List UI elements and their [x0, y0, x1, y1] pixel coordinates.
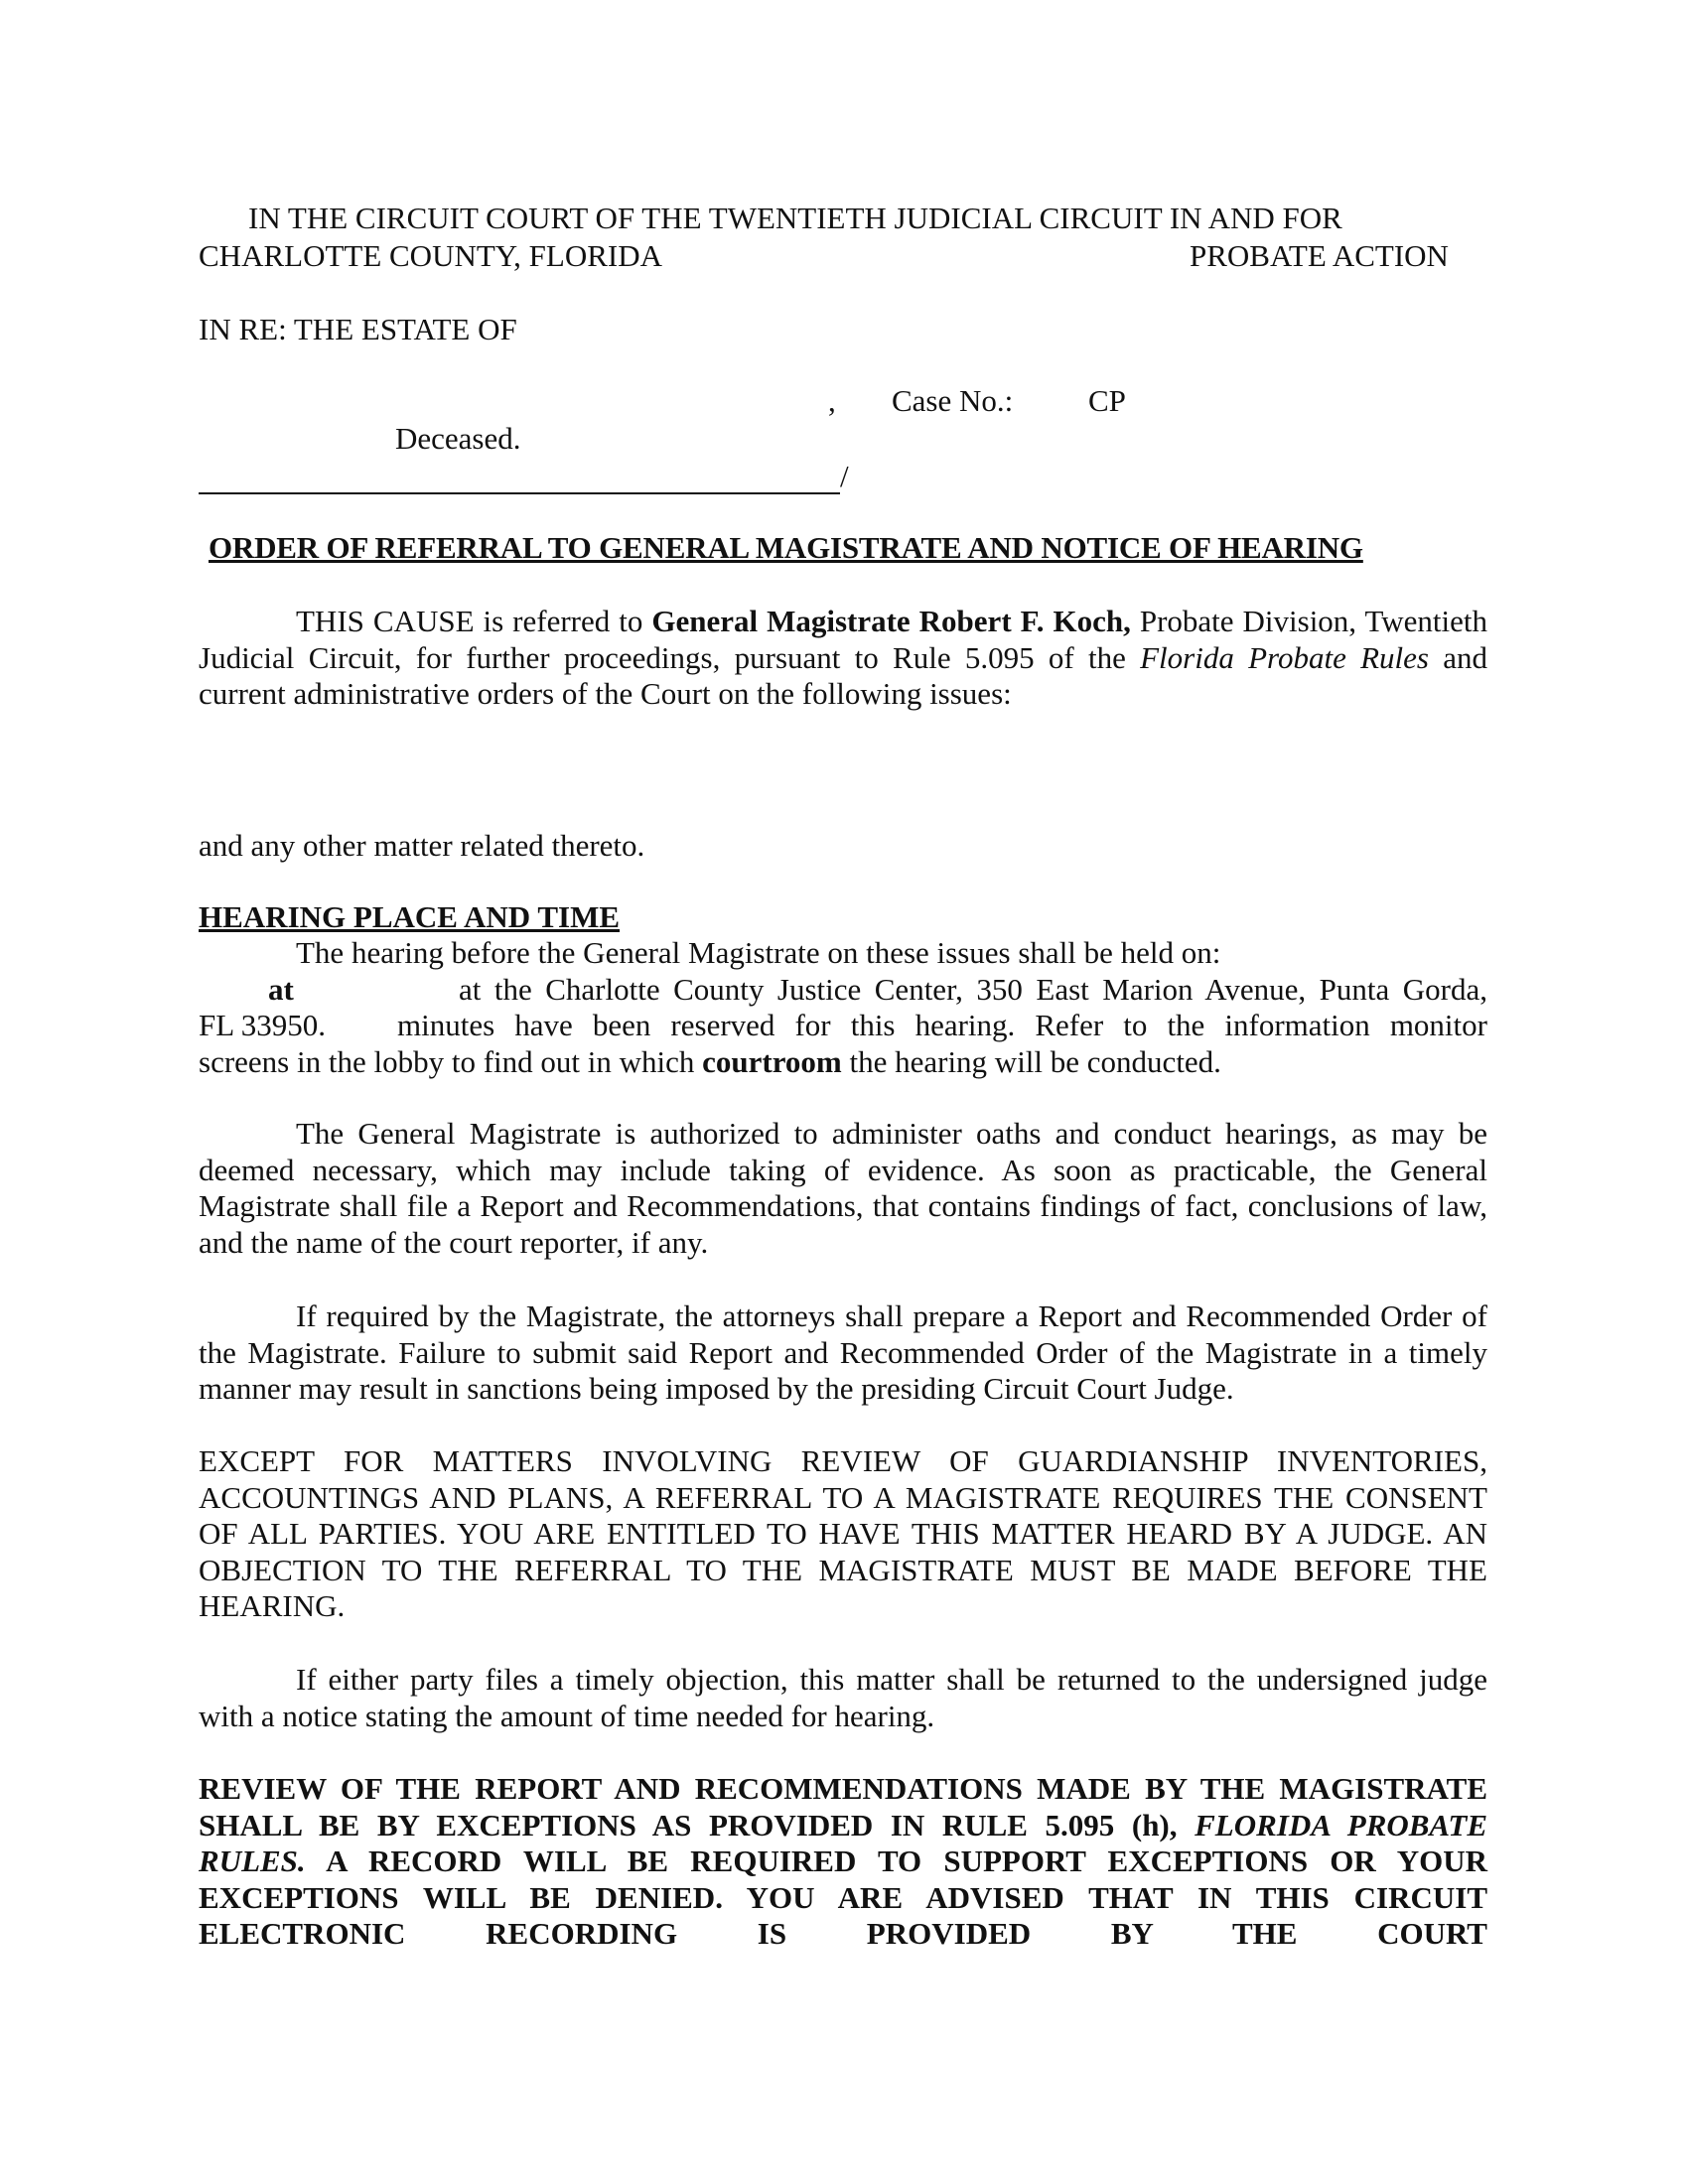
hearing-zip: FL 33950.	[199, 1008, 327, 1042]
review-rules-citation: FLORIDA PROBATE RULES.	[199, 1807, 1488, 1878]
case-no-prefix: CP	[1088, 383, 1126, 418]
caption-rule	[199, 492, 840, 494]
rules-citation: Florida Probate Rules	[1140, 639, 1429, 675]
review-paragraph: REVIEW OF THE REPORT AND RECOMMENDATIONS MADE BY THE MAGISTRATE SHALL BE BY EXCEPTIONS AS PROVIDED IN RULE 5.095 (h), FLORIDA PROBATE RULES. A RECORD WILL BE REQUIRED TO SUPPORT EXCEPTIONS OR YOUR EXCEPTIONS WILL BE DENIED. YOU ARE ADVISED THAT IN THIS CIRCUIT ELECTRONIC RECORDING IS PROVIDED BY THE COURT	[199, 1771, 1488, 1951]
court-line-2: CHARLOTTE COUNTY, FLORIDA	[199, 238, 663, 273]
court-line-1: IN THE CIRCUIT COURT OF THE TWENTIETH JUDICIAL CIRCUIT IN AND FOR	[248, 201, 1342, 235]
probate-action: PROBATE ACTION	[1190, 238, 1449, 273]
consent-paragraph: EXCEPT FOR MATTERS INVOLVING REVIEW OF GUARDIANSHIP INVENTORIES, ACCOUNTINGS AND PLANS, A REFERRAL TO A MAGISTRATE REQUIRES THE CONSENT OF ALL PARTIES. YOU ARE ENTITLED TO HAVE THIS MATTER HEARD BY A JUDGE. AN OBJECTION TO THE REFERRAL TO THE MAGISTRATE MUST BE MADE BEFORE THE HEARING.	[199, 1443, 1487, 1623]
hearing-at: at	[268, 972, 294, 1007]
hearing-heading: HEARING PLACE AND TIME	[199, 899, 621, 934]
hearing-intro: The hearing before the General Magistrate on these issues shall be held on:	[296, 935, 1221, 970]
objection-paragraph: If either party files a timely objection, this matter shall be returned to the undersigned judge with a notice stating the amount of time needed for hearing.	[199, 1662, 1487, 1733]
case-no-label: Case No.:	[892, 383, 1014, 418]
referral-paragraph: THIS CAUSE is referred to General Magistrate Robert F. Koch, Probate Division, Twentieth Judicial Circuit, for further proceedings, pursuant to Rule 5.095 of the Florida Probate Rules and current administrative orders of the Court on the following issues:	[199, 604, 1488, 711]
minutes-reserved: minutes have been reserved for this hearing. Refer to the information monitor	[397, 1008, 1487, 1042]
order-title: ORDER OF REFERRAL TO GENERAL MAGISTRATE AND NOTICE OF HEARING	[209, 530, 1363, 565]
in-re-line: IN RE: THE ESTATE OF	[199, 312, 517, 346]
courtroom-word: courtroom	[702, 1044, 842, 1079]
hearing-location: at the Charlotte County Justice Center, 350 East Marion Avenue, Punta Gorda,	[459, 972, 1487, 1007]
attorneys-paragraph: If required by the Magistrate, the attorneys shall prepare a Report and Recommended Order of the Magistrate. Failure to submit said Report and Recommended Order of the Magistrate in a timely manner may result in sanctions being imposed by the presiding Circuit Court Judge.	[199, 1298, 1487, 1406]
authority-paragraph: The General Magistrate is authorized to administer oaths and conduct hearings, as may be deemed necessary, which may include taking of evidence. As soon as practicable, the General Magistrate shall file a Report and Recommendations, that contains findings of fact, conclusions of law, and the name of the court reporter, if any.	[199, 1116, 1487, 1260]
courtroom-line: screens in the lobby to find out in which courtroom the hearing will be conducted.	[199, 1044, 1221, 1079]
caption-comma: ,	[828, 383, 836, 418]
other-matter-line: and any other matter related thereto.	[199, 828, 645, 863]
caption-slash: /	[840, 459, 849, 493]
magistrate-name: General Magistrate Robert F. Koch,	[651, 604, 1131, 638]
deceased-label: Deceased.	[395, 421, 521, 456]
